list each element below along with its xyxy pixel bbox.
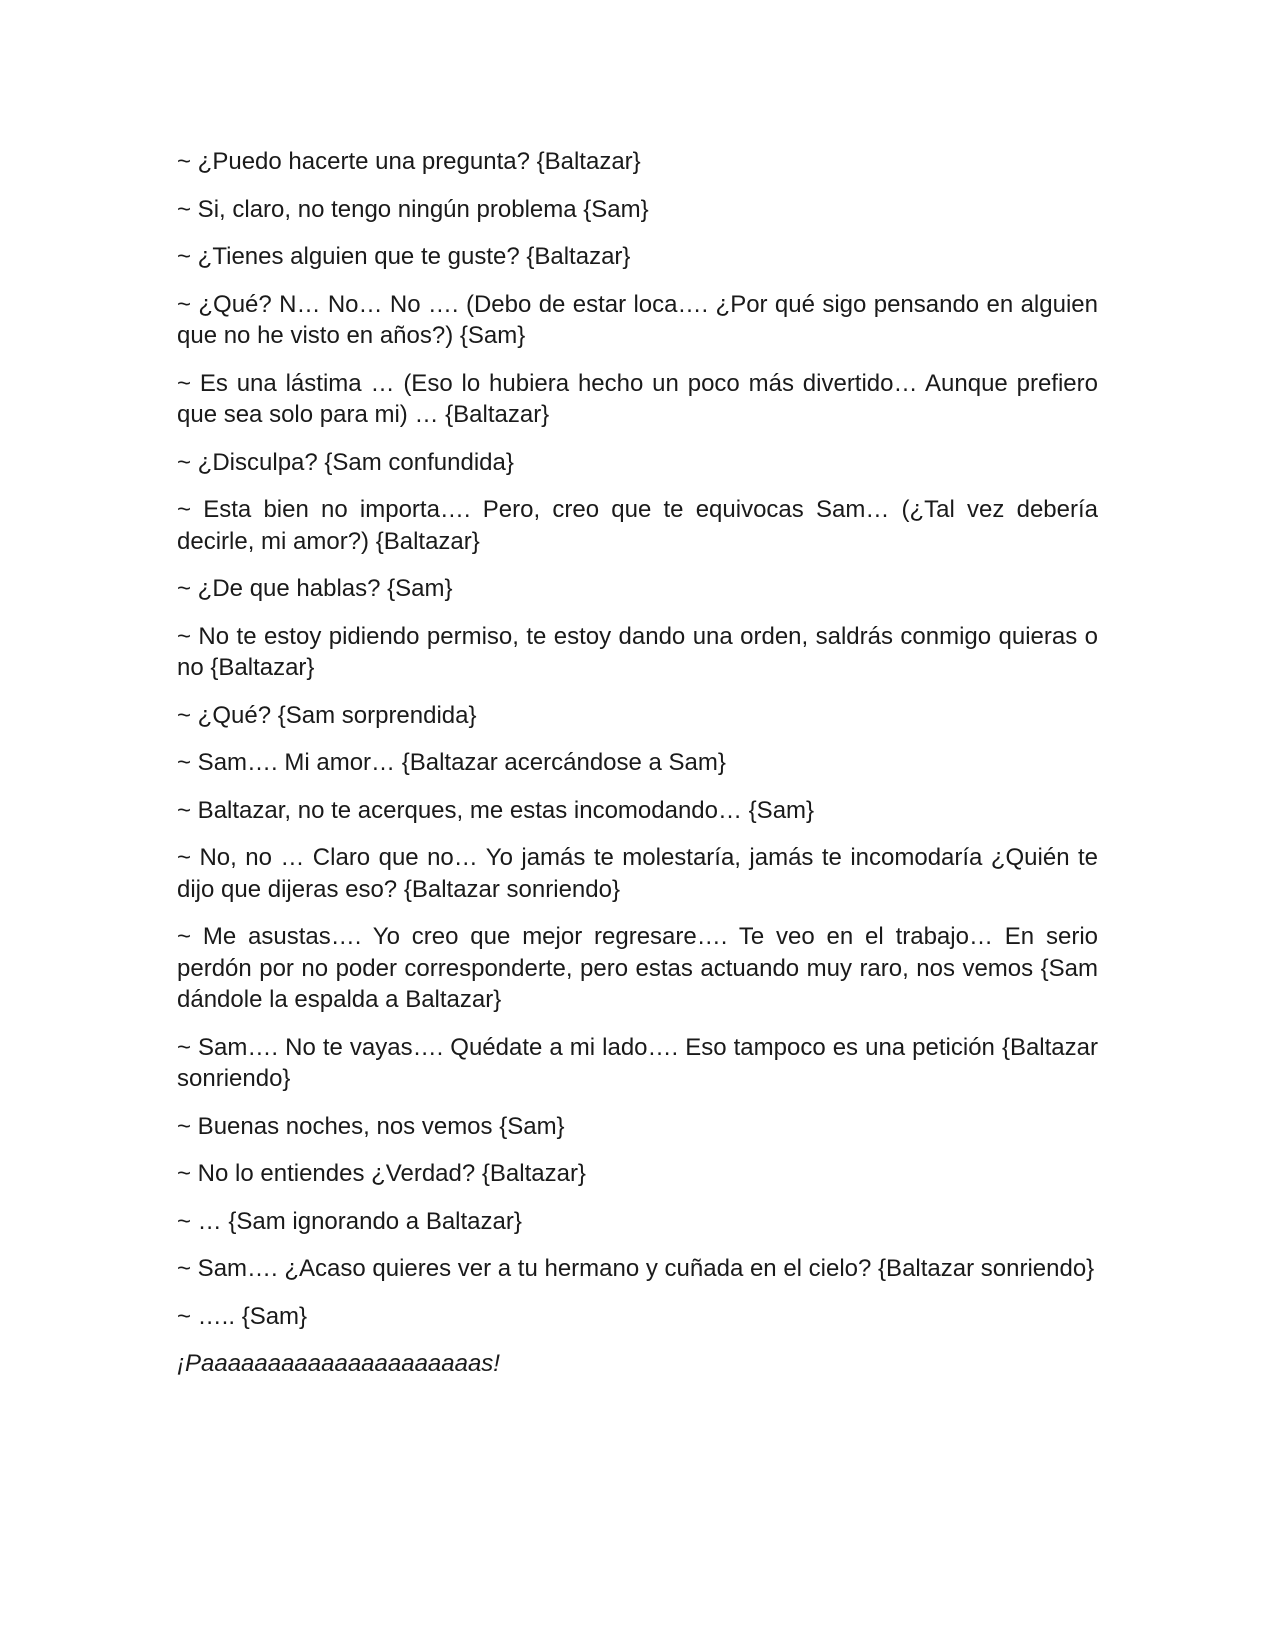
dialogue-line: ~ No lo entiendes ¿Verdad? {Baltazar} [177,1160,586,1187]
dialogue-line: ~ ¿Disculpa? {Sam confundida} [177,448,514,476]
dialogue-line: ~ Si, claro, no tengo ningún problema {Sam} [177,195,649,223]
exclamation-line: ¡Paaaaaaaaaaaaaaaaaaaaas! [177,1350,500,1377]
dialogue-text [177,146,1098,1396]
dialogue-line: ~ ¿De que hablas? {Sam} [177,575,453,602]
dialogue-line: ~ No, no … Claro que no… Yo jamás te molestaría, jamás te incomodaría ¿Quién te dijo que dijeras eso? {Baltazar sonriendo} [177,844,1098,903]
dialogue-line: ~ Es una lástima … (Eso lo hubiera hecho un poco más divertido… Aunque prefiero que sea solo para mi) … {Baltazar} [177,369,1098,428]
dialogue-line: ~ Sam…. Mi amor… {Baltazar acercándose a Sam} [177,749,726,776]
dialogue-line: ~ … {Sam ignorando a Baltazar} [177,1207,522,1235]
dialogue-line: ~ Me asustas…. Yo creo que mejor regresare…. Te veo en el trabajo… En serio perdón por no poder corresponderte, pero estas actuando muy raro, nos vemos {Sam dándole la espalda a Baltazar} [177,923,1098,1013]
dialogue-line: ~ ¿Tienes alguien que te guste? {Baltazar} [177,243,631,270]
dialogue-line: ~ ….. {Sam} [177,1302,308,1330]
dialogue-line: ~ ¿Qué? N… No… No …. (Debo de estar loca…. ¿Por qué sigo pensando en alguien que no he visto en años?) {Sam} [177,290,1098,349]
dialogue-line: ~ Baltazar, no te acerques, me estas incomodando… {Sam} [177,796,815,824]
dialogue-line: ~ Sam…. ¿Acaso quieres ver a tu hermano y cuñada en el cielo? {Baltazar sonriendo} [177,1255,1095,1282]
dialogue-line: ~ Sam…. No te vayas…. Quédate a mi lado…. Eso tampoco es una petición {Baltazar sonriendo} [177,1033,1098,1092]
dialogue-line: ~ Buenas noches, nos vemos {Sam} [177,1112,565,1140]
dialogue-line: ~ ¿Puedo hacerte una pregunta? {Baltazar} [177,148,641,175]
dialogue-line: ~ ¿Qué? {Sam sorprendida} [177,701,477,729]
dialogue-line: ~ Esta bien no importa…. Pero, creo que te equivocas Sam… (¿Tal vez debería decirle, mi amor?) {Baltazar} [177,496,1098,555]
dialogue-line: ~ No te estoy pidiendo permiso, te estoy dando una orden, saldrás conmigo quieras o no {Baltazar} [177,622,1098,681]
